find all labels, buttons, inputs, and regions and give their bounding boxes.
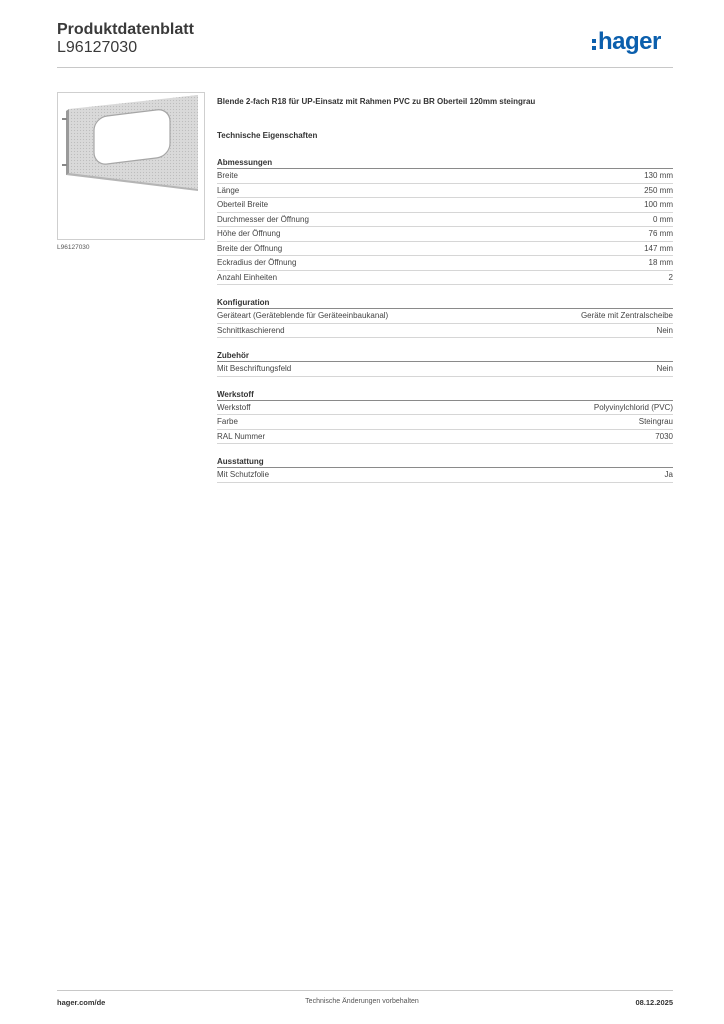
- row-label: RAL Nummer: [217, 431, 266, 441]
- section-title: Werkstoff: [217, 389, 673, 401]
- row-label: Geräteart (Geräteblende für Geräteeinbaukanal): [217, 311, 389, 320]
- row-value: Geräte mit Zentralscheibe: [580, 311, 673, 320]
- row-value: 0 mm: [653, 214, 673, 224]
- logo-dots-icon: [592, 39, 596, 50]
- row-value: Steingrau: [638, 417, 673, 426]
- section-title: Konfiguration: [217, 297, 673, 309]
- section-ausstattung: [217, 456, 673, 483]
- table-row: [217, 415, 673, 430]
- row-value: Nein: [656, 364, 673, 373]
- row-label: Breite: [217, 171, 238, 180]
- row-label: Werkstoff: [217, 402, 251, 412]
- row-label: Länge: [217, 185, 240, 195]
- table-row: [217, 468, 673, 483]
- logo-text: hager: [598, 28, 661, 55]
- section-werkstoff: [217, 389, 673, 445]
- section-zubehoer: [217, 350, 673, 377]
- row-value: 7030: [655, 431, 673, 441]
- row-label: Mit Beschriftungsfeld: [217, 364, 292, 373]
- tech-properties-heading: Technische Eigenschaften: [217, 131, 318, 140]
- row-label: Schnittkaschierend: [217, 325, 285, 335]
- product-image: [57, 92, 205, 240]
- table-row: [217, 401, 673, 416]
- row-value: 250 mm: [644, 185, 673, 195]
- row-value: 76 mm: [648, 229, 673, 238]
- article-number: L96127030: [57, 39, 138, 56]
- table-row: [217, 430, 673, 445]
- row-label: Breite der Öffnung: [217, 243, 283, 253]
- row-value: 2: [668, 272, 673, 282]
- row-label: Eckradius der Öffnung: [217, 258, 297, 267]
- footer-website-link[interactable]: hager.com/de: [57, 998, 106, 1007]
- table-row: [217, 362, 673, 377]
- row-label: Durchmesser der Öffnung: [217, 214, 309, 224]
- section-title: Abmessungen: [217, 157, 673, 169]
- table-row: [217, 169, 673, 184]
- row-label: Anzahl Einheiten: [217, 272, 278, 282]
- table-row: [217, 256, 673, 271]
- page-title: Produktdatenblatt: [57, 21, 194, 38]
- header-divider: [57, 67, 673, 68]
- table-row: [217, 213, 673, 228]
- section-title: Ausstattung: [217, 456, 673, 468]
- row-label: Oberteil Breite: [217, 200, 269, 209]
- row-value: Ja: [664, 470, 673, 479]
- row-value: 147 mm: [644, 243, 673, 253]
- product-details: [217, 96, 673, 483]
- table-row: [217, 198, 673, 213]
- section-konfiguration: [217, 297, 673, 338]
- row-label: Höhe der Öffnung: [217, 229, 281, 238]
- section-abmessungen: [217, 157, 673, 285]
- row-value: 18 mm: [648, 258, 673, 267]
- row-value: Nein: [656, 325, 673, 335]
- row-value: 130 mm: [644, 171, 673, 180]
- table-row: [217, 271, 673, 286]
- table-row: [217, 242, 673, 257]
- footer-date: 08.12.2025: [635, 998, 673, 1007]
- table-row: [217, 309, 673, 324]
- row-value: 100 mm: [644, 200, 673, 209]
- hager-logo: [592, 27, 661, 57]
- table-row: [217, 227, 673, 242]
- product-title: Blende 2-fach R18 für UP-Einsatz mit Rahmen PVC zu BR Oberteil 120mm steingrau: [217, 97, 536, 106]
- image-caption: L96127030: [57, 244, 90, 251]
- row-label: Mit Schutzfolie: [217, 470, 270, 479]
- cover-plate-icon: [58, 93, 204, 239]
- table-row: [217, 324, 673, 339]
- table-row: [217, 184, 673, 199]
- row-value: Polyvinylchlorid (PVC): [593, 402, 673, 412]
- section-title: Zubehör: [217, 350, 673, 362]
- footer-divider: [57, 990, 673, 991]
- footer-notice: Technische Änderungen vorbehalten: [305, 998, 419, 1005]
- row-label: Farbe: [217, 417, 238, 426]
